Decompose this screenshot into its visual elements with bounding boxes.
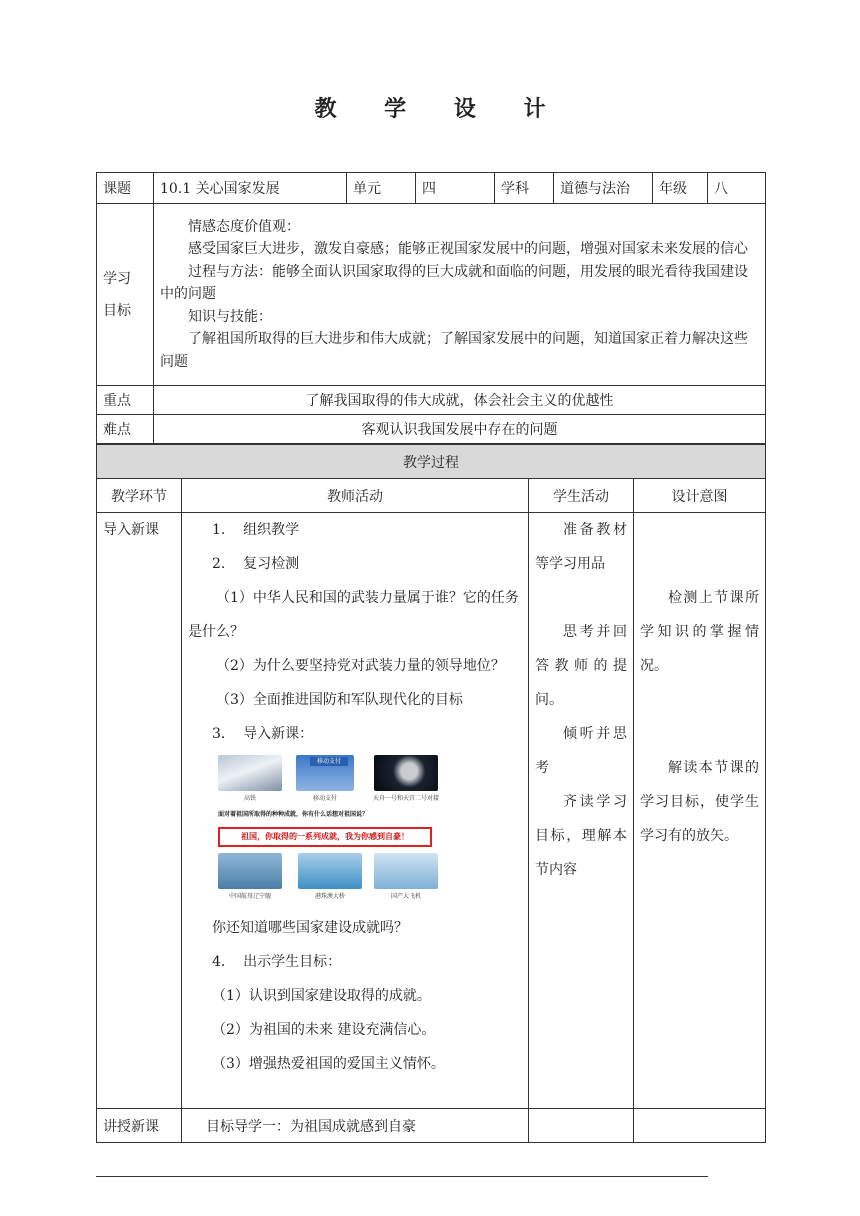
col-teacher: 教师活动 bbox=[182, 479, 529, 513]
objective-line: 过程与方法：能够全面认识国家取得的巨大成就和面临的问题，用发展的眼光看待我国建设中的问题 bbox=[160, 263, 748, 303]
teacher-question: （3）全面推进国防和军队现代化的目标 bbox=[216, 692, 463, 708]
achievements-image bbox=[218, 755, 439, 905]
objective-line: 情感态度价值观： bbox=[188, 218, 300, 235]
difficulty-text: 客观认识我国发展中存在的问题 bbox=[154, 415, 766, 444]
caption: 天舟一号和天宫二号对接 bbox=[372, 795, 439, 802]
objective-line: 了解祖国所取得的巨大进步和伟大成就；了解国家发展中的问题，知道国家正着力解决这些问题 bbox=[160, 331, 748, 370]
student-item: 准备教材等学习用品 bbox=[535, 522, 627, 572]
unit-label: 单元 bbox=[347, 173, 416, 204]
grade-value: 八 bbox=[708, 173, 766, 204]
intent-item: 检测上节课所学知识的掌握情况。 bbox=[640, 590, 759, 674]
caption: 国产大飞机 bbox=[390, 893, 421, 900]
key-point-label: 重点 bbox=[97, 386, 154, 415]
col-stage: 教学环节 bbox=[97, 479, 182, 513]
objectives-label-line1: 学习 bbox=[103, 270, 131, 287]
teacher-item: 2. 复习检测 bbox=[212, 556, 300, 572]
caption: 移动支付 bbox=[312, 795, 337, 802]
unit-value: 四 bbox=[416, 173, 495, 204]
objective-line: 感受国家巨大进步，激发自豪感；能够正视国家发展中的问题，增强对国家未来发展的信心 bbox=[188, 241, 748, 258]
pride-banner: 祖国，你取得的一系列成就，我为你感到自豪！ bbox=[218, 827, 432, 847]
caption: 高铁 bbox=[243, 795, 256, 802]
mobile-payment-photo bbox=[296, 755, 354, 791]
stage-intro bbox=[97, 513, 182, 1109]
caption: 港珠澳大桥 bbox=[314, 893, 345, 900]
bridge-photo bbox=[298, 853, 362, 889]
process-table bbox=[96, 444, 766, 1143]
stage-intro-label: 导入新课 bbox=[103, 522, 159, 538]
footer-rule bbox=[96, 1176, 708, 1177]
student-activity-2 bbox=[529, 1109, 634, 1143]
topic-value: 10.1 关心国家发展 bbox=[154, 173, 347, 204]
teacher-item: 4. 出示学生目标： bbox=[212, 954, 342, 970]
caption: 中国航母辽宁舰 bbox=[228, 893, 271, 900]
info-table bbox=[96, 172, 766, 444]
aircraft-photo bbox=[374, 853, 438, 889]
teacher-activity bbox=[182, 513, 529, 1109]
intent-item: 解读本节课的学习目标，使学生学习有的放矢。 bbox=[640, 760, 759, 844]
objectives-label-line2: 目标 bbox=[103, 302, 131, 319]
aircraft-carrier-photo bbox=[218, 853, 282, 889]
teacher-question: （2）为什么要坚持党对武装力量的领导地位？ bbox=[216, 658, 505, 674]
stage-teach: 讲授新课 bbox=[97, 1109, 182, 1143]
key-point-text: 了解我国取得的伟大成就，体会社会主义的优越性 bbox=[154, 386, 766, 415]
grade-label: 年级 bbox=[653, 173, 708, 204]
col-intent: 设计意图 bbox=[634, 479, 766, 513]
teacher-question: （1）中华人民和国的武装力量属于谁？它的任务是什么？ bbox=[188, 590, 519, 640]
col-student: 学生活动 bbox=[529, 479, 634, 513]
objectives-label bbox=[97, 204, 154, 386]
topic-label: 课题 bbox=[97, 173, 154, 204]
student-goal: （3）增强热爱祖国的爱国主义情怀。 bbox=[212, 1056, 445, 1072]
difficulty-label: 难点 bbox=[97, 415, 154, 444]
payment-badge: 移动支付 bbox=[310, 757, 348, 766]
high-speed-rail-photo bbox=[218, 755, 282, 791]
student-item: 思考并回答教师的提问。 bbox=[535, 624, 627, 708]
page-title: 教 学 设 计 bbox=[314, 96, 566, 122]
space-docking-photo bbox=[374, 755, 438, 791]
objectives-text bbox=[154, 204, 766, 386]
student-item: 倾听并思考 bbox=[535, 726, 627, 776]
teacher-question: 你还知道哪些国家建设成就吗？ bbox=[212, 920, 408, 936]
teacher-item: 1. 组织教学 bbox=[212, 522, 300, 538]
prompt-line: 面对着祖国所取得的种种成就，你有什么话想对祖国说？ bbox=[218, 811, 369, 818]
objective-line: 知识与技能： bbox=[188, 308, 272, 325]
teacher-activity-2: 目标导学一：为祖国成就感到自豪 bbox=[182, 1109, 529, 1143]
subject-value: 道德与法治 bbox=[554, 173, 653, 204]
design-intent-2 bbox=[634, 1109, 766, 1143]
student-goal: （1）认识到国家建设取得的成就。 bbox=[212, 988, 431, 1004]
student-item: 齐读学习目标，理解本节内容 bbox=[535, 794, 627, 878]
subject-label: 学科 bbox=[495, 173, 554, 204]
design-intent bbox=[634, 513, 766, 1109]
student-goal: （2）为祖国的未来 建设充满信心。 bbox=[212, 1022, 436, 1038]
teacher-item: 3. 导入新课： bbox=[212, 726, 314, 742]
process-header: 教学过程 bbox=[97, 445, 766, 479]
student-activity bbox=[529, 513, 634, 1109]
